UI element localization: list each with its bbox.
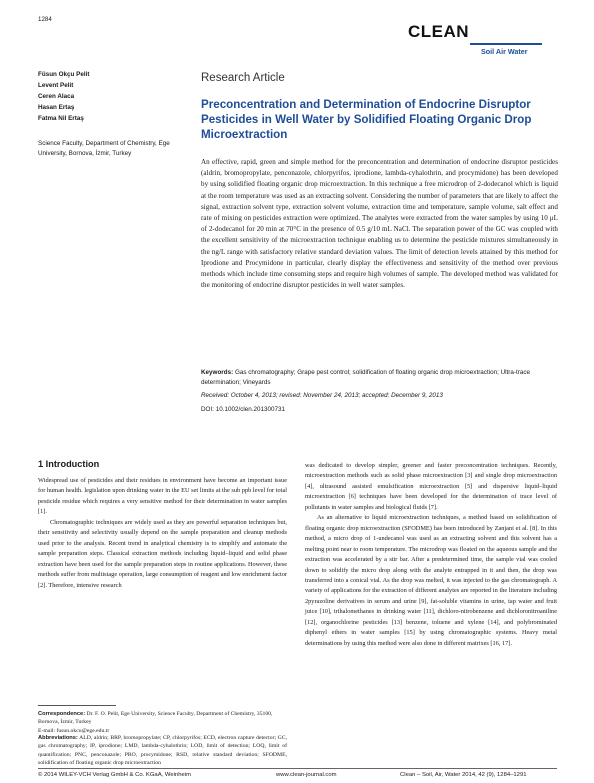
journal-logo: CLEAN (408, 22, 470, 41)
left-column (38, 476, 287, 591)
article-dates: Received: October 4, 2013; revised: November 24, 2013; accepted: December 9, 2013 (201, 392, 443, 399)
correspondence-email[interactable]: E-mail: fusun.okcu@ege.edu.tr (38, 727, 110, 734)
paragraph: was dedicated to develop simpler, greener and faster preconcentration techniques. Recently, microextraction methods such as solid phase microextraction [3] and single drop microextraction [4], ultrasound assisted emulsification microextraction [5] and dispersive liquid–liquid microextraction [6] techniques have been developed for the determination of trace level of pollutants in water samples and biological fluids [7]. (305, 462, 557, 511)
abbreviations-text: ALD, aldrin; BRP, bromopropylate; CP, chlorpyrifos; ECD, electron capture detector; GC, gas chromatography; IP, iprodione; LMD, lambda-cyhalothrin; LOD, limit of detection; LOQ, limit of quantification; PNC, penconazole; PRO, procymidone; RSD, relative standard deviation; SFODME, solidification of floating organic drop microextraction (38, 735, 287, 766)
correspondence-text: Dr. F. O. Pelit, Ege University, Science Faculty, Department of Chemistry, 35100, Bornova, İzmir, Turkey (38, 711, 273, 726)
correspondence (38, 710, 287, 735)
doi[interactable]: DOI: 10.1002/clen.201300731 (201, 406, 286, 413)
paragraph: As an alternative to liquid microextraction techniques, a method based on solidification of floating organic drop microextraction (SFODME) has been introduced by Zanjani et al. [8]. In this method, a micro drop of 1-undecanol was used as an extracting solvent and this solvent has a melting point near to room temperature. The microdrop was floated on the aqueous sample and the extraction was accelerated by a stir bar. After a predetermined time, the sample vial was cooled down to solidify the micro drop along with the analyte entrapped in it and then, the drop was transferred into a conical vial. As the drop was melted, it was injected to the gas chromatograph. A variety of applications for the extraction of different analytes are reported in the literature including 2pyrazoline derivatives in serum and urine [9], fat-soluble vitamins in urine, tap water and fruit juice [10], trihalomethanes in drinking water [11], dichloro-nitrobenzene and dichloronitroaniline [12], organochlorine pesticides [13] benzene, toluene and xylene [14], and polybrominated diphenyl ethers in water samples [15] by using chromatographic systems. Heavy metal determinations by using this method were also done in different matrixes [16, 17]. (305, 514, 557, 647)
page-number: 1284 (38, 16, 52, 23)
keywords-text: Gas chromatography; Grape pest control; solidification of floating organic drop microextraction; Ultra-trace determination; Vineyards (201, 369, 530, 386)
footnote-divider (38, 705, 116, 706)
affiliation: Science Faculty, Department of Chemistry, Ege University, Bornova, İzmir, Turkey (38, 140, 170, 157)
abstract: An effective, rapid, green and simple method for the preconcentration and determination of endocrine disruptor pesticides (aldrin, bromopropylate, penconazole, chlorpyrifos, iprodione, lambda-cyhalothrin, and procymidone) has been developed by using solidified floating organic drop microextraction. In this technique a free microdrop of 2-dodecanol which is liquid at the room temperature was used as an extracting solvent. Considering the number of parameters that are likely to affect the signal, extraction solvent type, extraction solvent volume, extraction time and temperature, sample volume, salt effect and rate of mixing on pesticides extraction were optimized. The analytes were extracted from the water samples by using 10 μL of 2-dodecanol for 20 min at 70°C in the presence of 0.5 g/10 mL NaCl. The separation power of the GC was coupled with the excellent sensitivity of the microextraction technique enabling us to determine the pesticide mixtures simultaneously in the ng/L range with satisfactory relative standard deviation values. The limit of detection levels attained by this method for Iprodione and Procymidone in particular, clearly display the effectiveness and sensitivity of the method over previous methods which include time consuming steps and require high volumes of sample. The developed method was validated for the monitoring of endocrine disruptor pesticides in well water samples. (201, 158, 558, 290)
footer-url[interactable]: www.clean-journal.com (276, 772, 337, 778)
paragraph: Widespread use of pesticides and their residues in environment have become an important issue for human health. legislation upon drinking water in the EU set limits at the sub ppb level for total pesticide residue which requires a very sensitive method for their determination in water samples [1]. (38, 477, 287, 516)
paragraph: Chromatographic techniques are widely used as they are powerful separation techniques but, their sensitivity and selectivity usually depend on the sample preparation and cleanup methods used prior to the analysis. Recent trend in analytical chemistry is to simplify and automate the sample preparation steps. Classical extraction methods including liquid–liquid and solid phase extraction have been used for the sample preparation steps in routine applications. However, these methods suffer from multistage operation, large consumption of reagent and low enrichment factor [2]. Therefore, intensive research (38, 518, 287, 589)
footer-divider (38, 768, 557, 769)
correspondence-label: Correspondence: (38, 711, 86, 717)
abbreviations (38, 734, 287, 767)
author-name: Füsun Okçu Pelit (38, 71, 90, 78)
keywords-label: Keywords: (201, 369, 234, 376)
journal-logo-subtitle: Soil Air Water (481, 47, 528, 56)
author-name: Levent Pelit (38, 82, 74, 89)
author-name: Ceren Alaca (38, 93, 75, 100)
footer-copyright: © 2014 WILEY-VCH Verlag GmbH & Co. KGaA, Weinheim (38, 772, 191, 778)
section-heading: 1 Introduction (38, 459, 100, 469)
article-title: Preconcentration and Determination of Endocrine Disruptor Pesticides in Well Water by Solidified Floating Organic Drop Microextraction (201, 98, 532, 141)
article-type: Research Article (201, 72, 285, 84)
abbreviations-label: Abbreviations: (38, 735, 78, 741)
footer-journal-citation: Clean – Soil, Air, Water 2014, 42 (9), 1284–1291 (400, 772, 527, 778)
keywords (201, 368, 558, 387)
right-column (305, 461, 557, 649)
author-name: Hasan Ertaş (38, 104, 75, 111)
author-name: Fatma Nil Ertaş (38, 115, 84, 122)
logo-underline (470, 43, 542, 45)
